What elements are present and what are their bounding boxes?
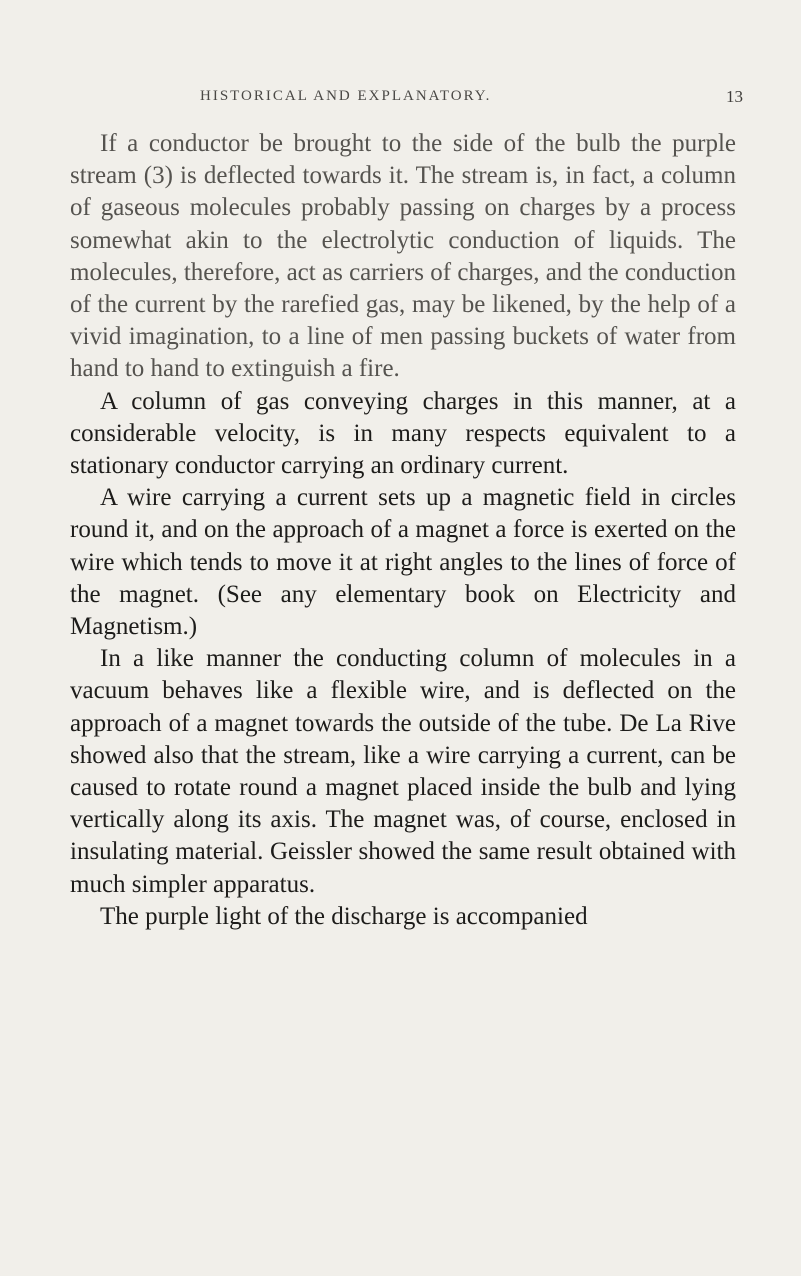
running-head: [0, 88, 801, 110]
paragraph-purple-light: The purple light of the discharge is accompanied: [100, 902, 588, 930]
paragraph-conductor-deflection: If a conductor be brought to the side of the bulb the purple stream (3) is deflected towards it. The stream is, in fact, a column of gaseous molecules probably passing on charges by a process somewhat akin to the electrolytic conduction of liquids. The molecules, therefore, act as carriers of charges, and the conduction of the current by the rarefied gas, may be likened, by the help of a vivid imagination, to a line of men passing buckets of water from hand to hand to extinguish a fire.: [70, 130, 736, 383]
paragraph-wire-magnetic-field: A wire carrying a current sets up a magnetic field in circles round it, and on the approach of a magnet a force is exerted on the wire which tends to move it at right angles to the lines of force of the magnet. (See any elementary book on Electricity and Magnetism.): [70, 484, 736, 641]
running-title: HISTORICAL AND EXPLANATORY.: [200, 88, 492, 104]
paragraph-gas-column: A column of gas conveying charges in this manner, at a considerable velocity, is in many respects equivalent to a stationary conductor carrying an ordinary current.: [70, 387, 736, 480]
body-text: [70, 128, 736, 933]
paragraph-molecule-column: In a like manner the conducting column of molecules in a vacuum behaves like a flexible wire, and is deflected on the approach of a magnet towards the outside of the tube. De La Rive showed also that the stream, like a wire carrying a current, can be caused to rotate round a magnet placed inside the bulb and lying vertically along its axis. The magnet was, of course, enclosed in insulating material. Geissler showed the same result obtained with much simpler apparatus.: [70, 645, 736, 898]
page-number: 13: [726, 87, 743, 106]
